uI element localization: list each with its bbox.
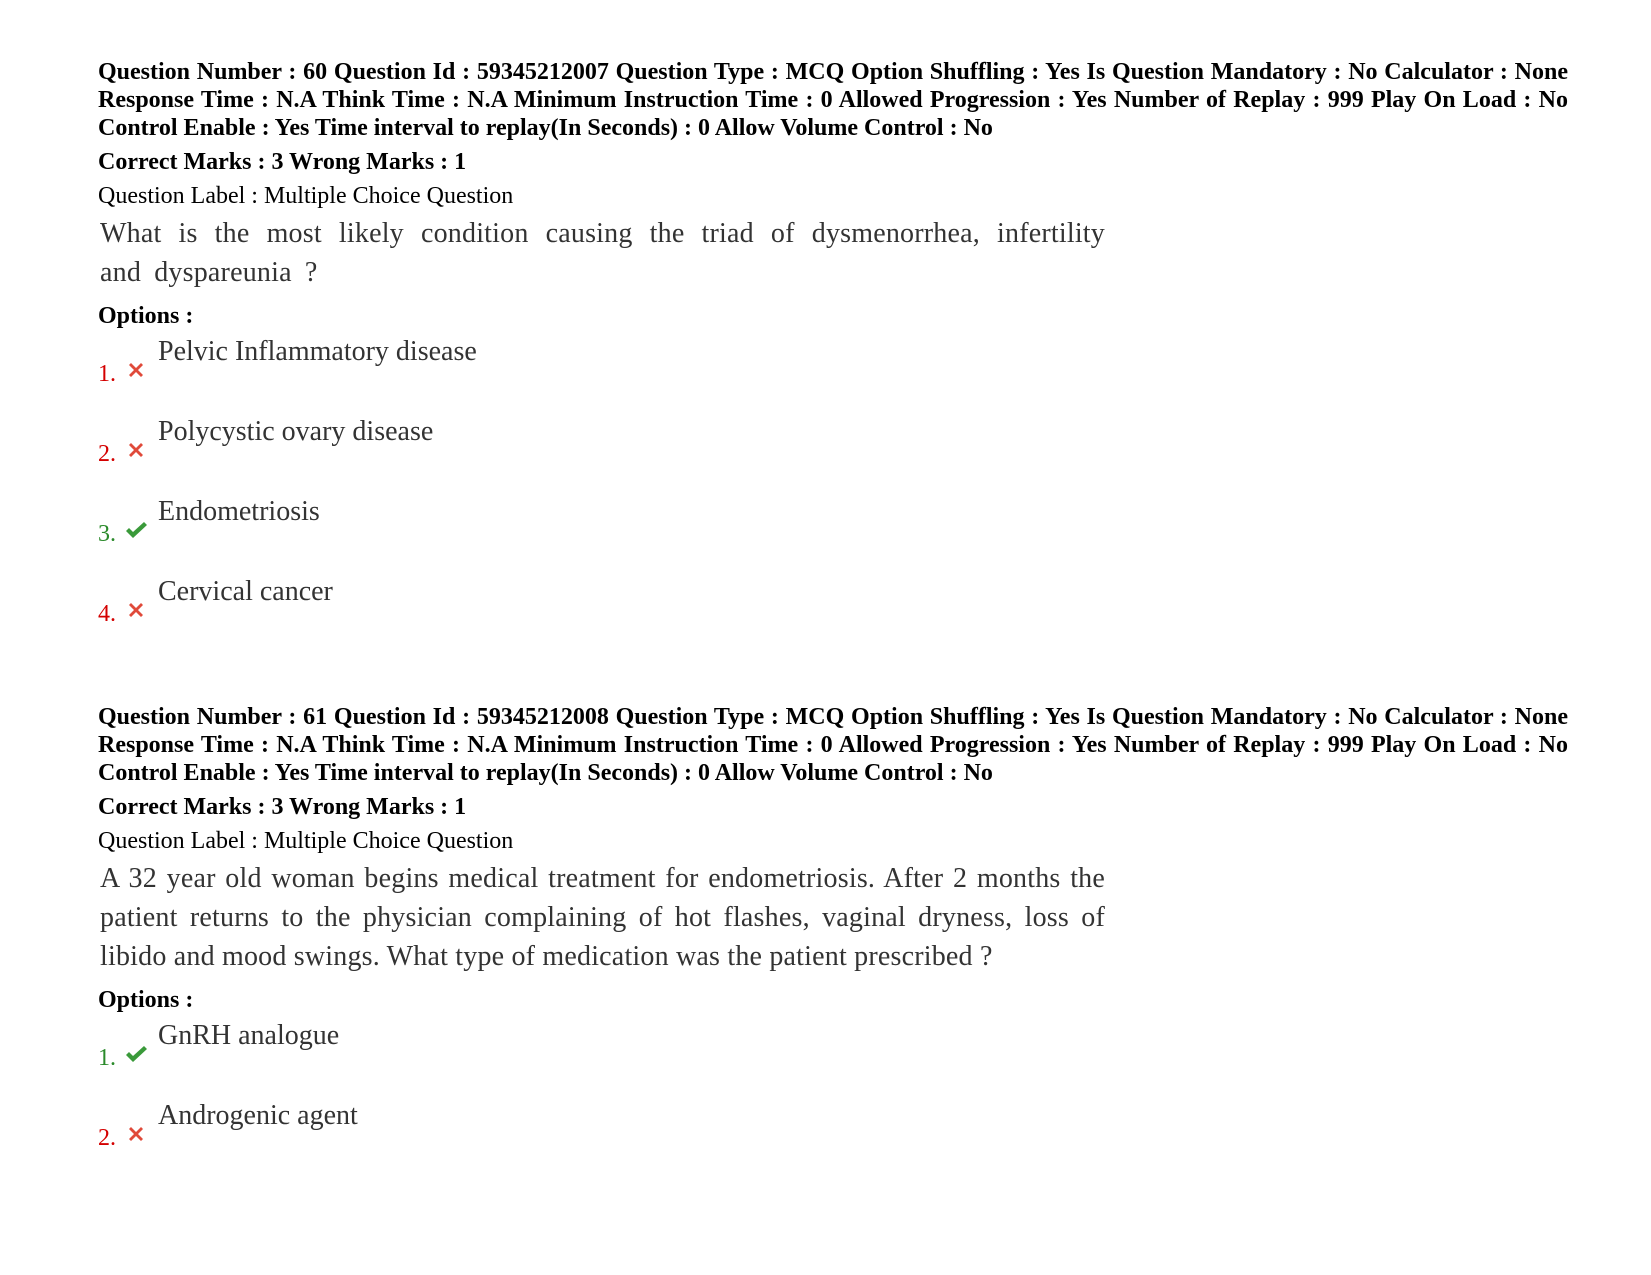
question-meta: Question Number : 60 Question Id : 59345212007 Question Type : MCQ Option Shuffling : Yes Is Question Mandatory : No Calculator : None Response Time : N.A Think Time : N.A Minimum Instruction Time : 0 Allowed Progression : Yes Number of Replay : 999 Play On Load : No Control Enable : Yes Time interval to replay(In Seconds) : 0 Allow Volume Control : No <box>98 59 1568 141</box>
question-marks: Correct Marks : 3 Wrong Marks : 1 <box>98 149 467 175</box>
option-number: 4. <box>98 601 116 627</box>
option-number: 1. <box>98 1045 116 1071</box>
option-number: 3. <box>98 521 116 547</box>
option-item <box>98 1098 1568 1178</box>
question-meta: Question Number : 61 Question Id : 59345212008 Question Type : MCQ Option Shuffling : Yes Is Question Mandatory : No Calculator : None Response Time : N.A Think Time : N.A Minimum Instruction Time : 0 Allowed Progression : Yes Number of Replay : 999 Play On Load : No Control Enable : Yes Time interval to replay(In Seconds) : 0 Allow Volume Control : No <box>98 704 1568 786</box>
question-block-60 <box>98 58 1568 654</box>
question-label: Question Label : Multiple Choice Question <box>98 183 514 209</box>
option-item <box>98 414 1568 494</box>
option-text: Cervical cancer <box>158 576 333 607</box>
option-item <box>98 334 1568 414</box>
check-icon <box>124 518 148 542</box>
option-item <box>98 574 1568 654</box>
option-item <box>98 494 1568 574</box>
question-marks: Correct Marks : 3 Wrong Marks : 1 <box>98 794 467 820</box>
option-number: 1. <box>98 361 116 387</box>
cross-icon <box>124 358 148 382</box>
question-text: What is the most likely condition causing the triad of dysmenorrhea, infertility and dyspareunia ? <box>100 218 1105 288</box>
option-number: 2. <box>98 441 116 467</box>
check-icon <box>124 1042 148 1066</box>
question-block-61 <box>98 703 1568 1178</box>
option-text: Endometriosis <box>158 496 320 527</box>
question-text: A 32 year old woman begins medical treatment for endometriosis. After 2 months the patient returns to the physician complaining of hot flashes, vaginal dryness, loss of libido and mood swings. What type of medication was the patient prescribed ? <box>100 863 1105 972</box>
option-item <box>98 1018 1568 1098</box>
question-label: Question Label : Multiple Choice Question <box>98 828 514 854</box>
option-text: Polycystic ovary disease <box>158 416 434 447</box>
option-text: Pelvic Inflammatory disease <box>158 336 477 367</box>
options-heading: Options : <box>98 303 194 329</box>
option-number: 2. <box>98 1125 116 1151</box>
option-text: Androgenic agent <box>158 1100 358 1131</box>
option-text: GnRH analogue <box>158 1020 340 1051</box>
cross-icon <box>124 1122 148 1146</box>
cross-icon <box>124 438 148 462</box>
options-heading: Options : <box>98 987 194 1013</box>
cross-icon <box>124 598 148 622</box>
